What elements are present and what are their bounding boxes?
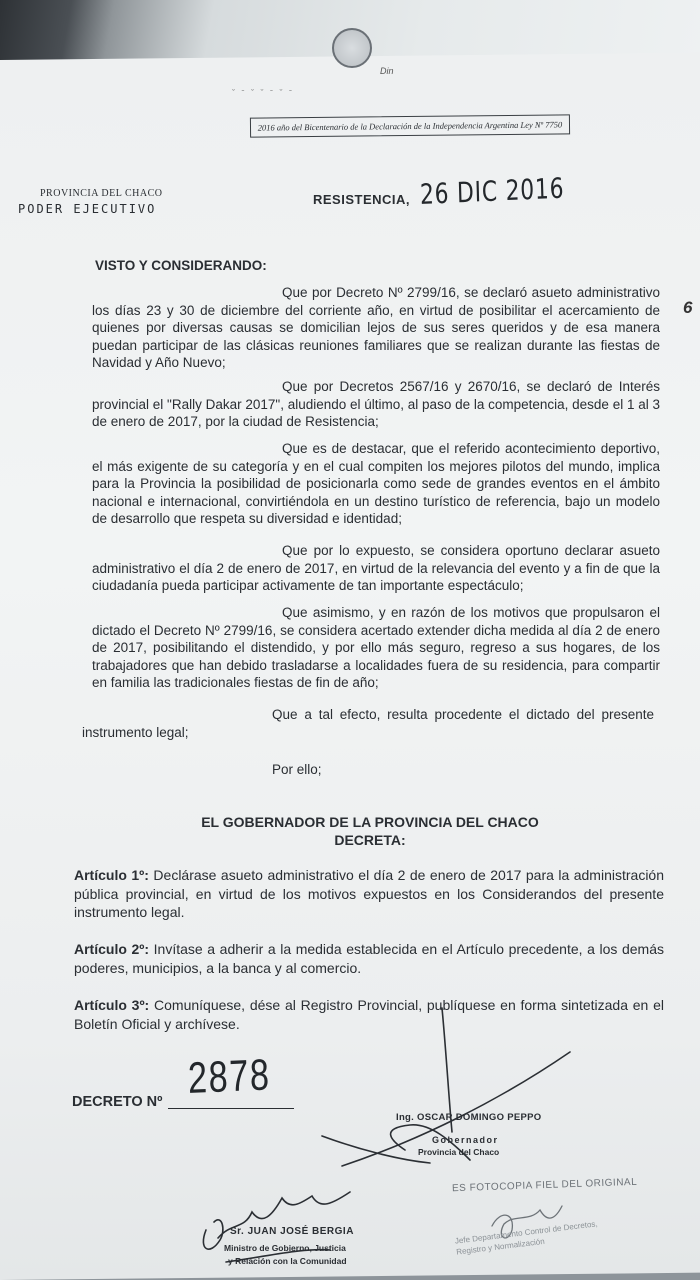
paragraph-lead: Que por [282,379,334,394]
article-label: Artículo 3º: [74,997,150,1013]
margin-number: 6 [683,298,693,317]
paragraph-lead: Que a tal [272,707,333,722]
minister-signature-stroke [203,1220,223,1249]
paragraph-lead: Que es de [282,441,347,456]
year-motto-box: 2016 año del Bicentenario de la Declaración de la Independencia Argentina Ley Nº 7750 [250,114,570,137]
article-text: Declárase asueto administrativo el día 2 de enero de 2017 para la administración pública provincial, en virtud de los motivos expuestos en los Considerandos del presente instrumento legal. [74,867,665,920]
decreta-heading: DECRETA: [334,832,406,848]
faint-marks: ˇ ˉ ˇ ˇ ˉ ˇ ˉ [232,88,294,98]
province-label: PROVINCIA DEL CHACO [40,188,163,199]
governor-title: Gobernador [432,1135,499,1145]
closing-phrase: Por ello; [272,762,322,777]
paragraph-lead: Que asimismo, [282,605,374,620]
article-label: Artículo 2º: [74,941,150,957]
minister-name: Sr. JUAN JOSÉ BERGIA [230,1226,354,1237]
seal-caption: Din [380,66,394,76]
decree-number: 2878 [187,1050,272,1103]
article-text: Comuníquese, dése al Registro Provincial, publíquese en forma sintetizada en el Boletín Oficial y archívese. [74,997,665,1032]
paragraph-text: expuesto, se considera oportuno declarar asueto administrativo el día 2 de enero de 2017, en virtud de la relevancia del evento y a fin de que la ciudadanía pueda participar activamente de tan importante espectáculo; [92,543,660,594]
office-label: PODER EJECUTIVO [18,202,157,216]
paragraph-text: Decretos 2567/16 y 2670/16, se declaró de Interés provincial el "Rally Dakar 2017", aludiendo el último, al paso de la competencia, desde el 1 al 3 de enero de 2017, por la ciudad de Resistencia; [92,379,661,430]
minister-role: Ministro de Gobierno, Justicia [224,1243,346,1253]
governor-signature-stroke [322,1136,430,1163]
certified-copy-stamp: ES FOTOCOPIA FIEL DEL ORIGINAL [451,1176,638,1195]
section-heading: VISTO Y CONSIDERANDO: [95,258,267,273]
governor-heading: EL GOBERNADOR DE LA PROVINCIA DEL CHACO [201,814,539,830]
minister-role: y Relación con la Comunidad [228,1256,347,1266]
certifier-stamp: Jefe Departamento Control de Decretos, Registro y Normalización [454,1219,599,1257]
article-label: Artículo 1º: [74,867,149,883]
decree-number-label: DECRETO Nº [72,1094,163,1110]
paragraph-text: efecto, resulta procedente el dictado del presente instrumento legal; [82,707,654,740]
paragraph-text: Decreto Nº 2799/16, se declaró asueto administrativo los días 23 y 30 de diciembre del corriente año, en virtud de posibilitar el acercamiento de quienes por diversas causas se domicilian lejos de sus seres queridos y de esa manera puedan participar de las clásicas reuniones familiares que se realizan durante las fiestas de Navidad y Año Nuevo; [92,285,660,371]
governor-name: Ing. OSCAR DOMINGO PEPPO [396,1112,542,1123]
governor-province: Provincia del Chaco [418,1147,500,1157]
place-label: RESISTENCIA, [313,192,411,207]
paragraph-lead: Que por lo [282,543,350,558]
article-text: Invítase a adherir a la medida establecida en el Artículo precedente, a los demás poderes, municipios, a la banca y al comercio. [74,941,665,976]
date-stamp: 26 DIC 2016 [419,171,565,211]
paragraph-lead: Que por [282,285,332,300]
paragraph-text: destacar, que el referido acontecimiento deportivo, el más exigente de su categoría y en el cual compiten los mejores pilotos del mundo, implica para la Provincia la posibilidad de posicionarla como sede de grandes eventos en el ámbito nacional e internacional, convirtiéndola en un destino turístico de referencia, bajo un modelo de desarrollo que respeta su diversidad e identidad; [92,441,660,527]
paragraph-text: y en razón de los motivos que propulsaron el dictado el Decreto Nº 2799/16, se considera acertado extender dicha medida al día 2 de enero de 2017, posibilitando el distendido, y por ello más seguro, regreso a sus hogares, de los trabajadores que han debido trasladarse a localidades fuera de su residencia, para compartir en familia las tradicionales fiestas de fin de año; [92,605,660,691]
